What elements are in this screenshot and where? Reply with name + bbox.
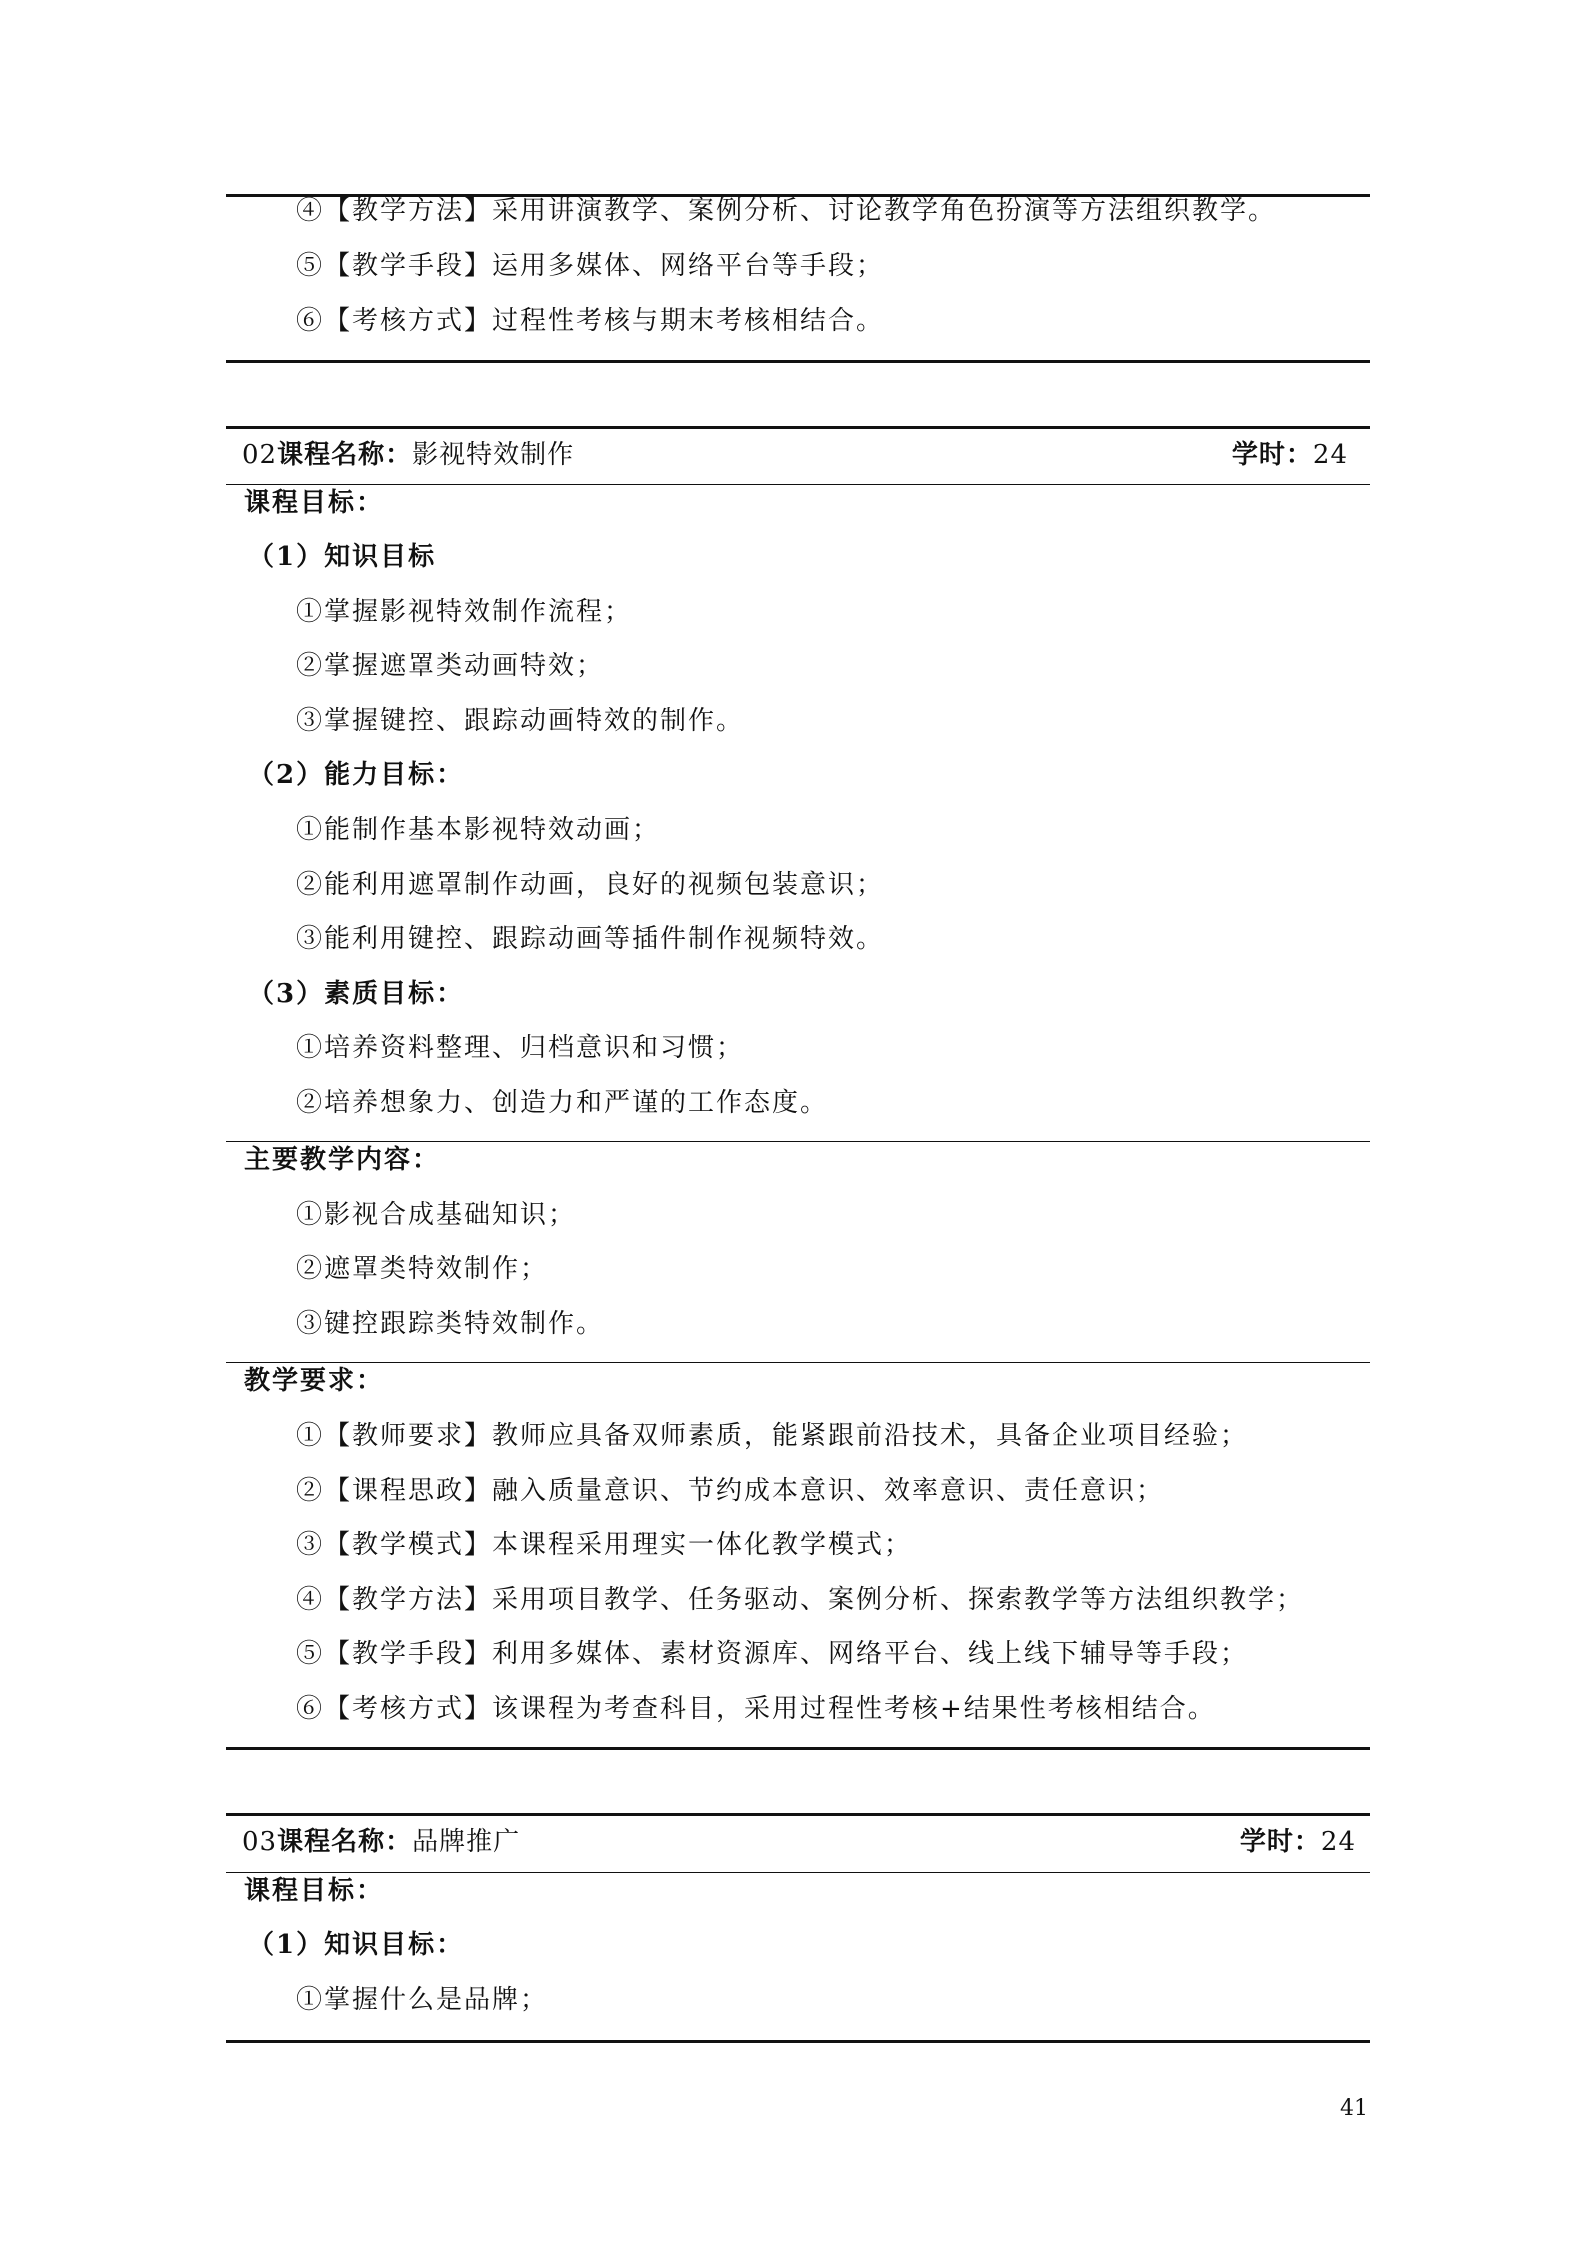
goals-title: 课程目标： (244, 488, 385, 518)
course-hours (1240, 1825, 1356, 1859)
course-title (242, 1825, 520, 1859)
page-number: 41 (1340, 2096, 1368, 2121)
table-bottom-rule (226, 360, 1370, 363)
table-bottom-rule (226, 2040, 1370, 2043)
ability-title: （2）能力目标： (248, 760, 465, 790)
hours-label: 学时： (1231, 440, 1313, 470)
requirement-item: ④【教学方法】采用项目教学、任务驱动、案例分析、探索教学等方法组织教学； (296, 1585, 1305, 1615)
course-name: 影视特效制作 (412, 440, 575, 470)
quality-title: （3）素质目标： (248, 979, 465, 1009)
section-divider (226, 1141, 1370, 1142)
course-hours (1232, 438, 1348, 472)
knowledge-item: ③掌握键控、跟踪动画特效的制作。 (296, 706, 745, 736)
content-item: ③键控跟踪类特效制作。 (296, 1309, 605, 1339)
quality-item: ②培养想象力、创造力和严谨的工作态度。 (296, 1088, 829, 1118)
header-divider (226, 484, 1370, 485)
course-name: 品牌推广 (412, 1827, 521, 1857)
table-bottom-rule (226, 1747, 1370, 1750)
course-name-label: 课程名称： (277, 1827, 413, 1857)
knowledge-title: （1）知识目标： (248, 1930, 465, 1960)
hours-label: 学时： (1239, 1827, 1321, 1857)
content-item: ①影视合成基础知识； (296, 1200, 577, 1230)
ability-item: ①能制作基本影视特效动画； (296, 815, 661, 845)
prev-req-item: ⑤【教学手段】运用多媒体、网络平台等手段； (296, 251, 885, 281)
hours-value: 24 (1312, 440, 1348, 470)
ability-item: ②能利用遮罩制作动画，良好的视频包装意识； (296, 870, 885, 900)
requirement-item: ①【教师要求】教师应具备双师素质，能紧跟前沿技术，具备企业项目经验； (296, 1421, 1249, 1451)
requirement-item: ⑥【考核方式】该课程为考查科目，采用过程性考核+结果性考核相结合。 (296, 1694, 1216, 1724)
course-header (226, 428, 1370, 484)
course-header (226, 1815, 1370, 1871)
requirement-item: ③【教学模式】本课程采用理实一体化教学模式； (296, 1530, 913, 1560)
knowledge-title: （1）知识目标 (248, 542, 437, 572)
course-title (242, 438, 574, 472)
goals-title: 课程目标： (244, 1876, 385, 1906)
header-divider (226, 1872, 1370, 1873)
course-name-label: 课程名称： (277, 440, 413, 470)
requirement-item: ②【课程思政】融入质量意识、节约成本意识、效率意识、责任意识； (296, 1476, 1165, 1506)
prev-req-item: ⑥【考核方式】过程性考核与期末考核相结合。 (296, 306, 885, 336)
requirement-item: ⑤【教学手段】利用多媒体、素材资源库、网络平台、线上线下辅导等手段； (296, 1639, 1249, 1669)
hours-value: 24 (1320, 1827, 1356, 1857)
knowledge-item: ①掌握什么是品牌； (296, 1985, 549, 2015)
knowledge-item: ②掌握遮罩类动画特效； (296, 651, 605, 681)
course-number: 02 (242, 440, 278, 470)
knowledge-item: ①掌握影视特效制作流程； (296, 597, 633, 627)
section-divider (226, 1362, 1370, 1363)
content-item: ②遮罩类特效制作； (296, 1254, 549, 1284)
prev-req-item: ④【教学方法】采用讲演教学、案例分析、讨论教学角色扮演等方法组织教学。 (296, 196, 1277, 226)
ability-item: ③能利用键控、跟踪动画等插件制作视频特效。 (296, 924, 885, 954)
content-title: 主要教学内容： (244, 1145, 441, 1175)
requirements-title: 教学要求： (244, 1366, 385, 1396)
course-number: 03 (242, 1827, 278, 1857)
quality-item: ①培养资料整理、归档意识和习惯； (296, 1033, 745, 1063)
